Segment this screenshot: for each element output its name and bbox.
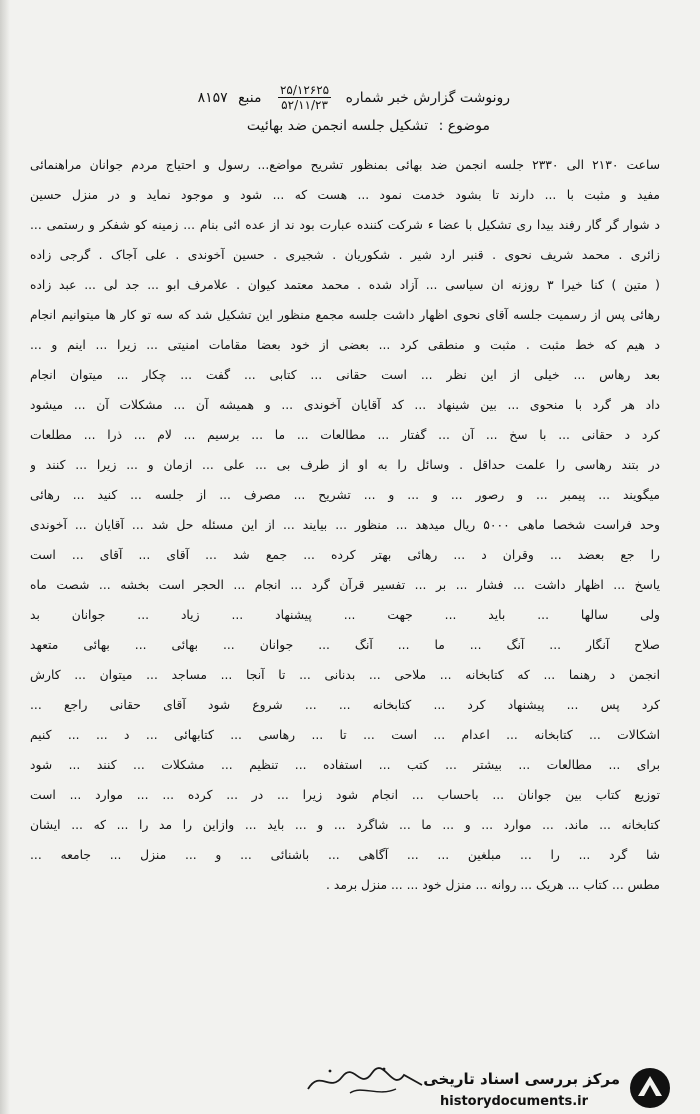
body-line: داد هر گرد با منحوی ... بین شینهاد ... کد آقایان آخوندی ... و همیشه آن ... مشکلات آن ... میشود [30, 398, 660, 412]
watermark-title: مرکز بررسی اسناد تاریخی [423, 1070, 620, 1088]
body-line: بعد رهاس ... خیلی از این نظر ... است حقانی ... کتابی ... گفت ... چکار ... میتوان انجام [30, 368, 660, 382]
body-line: میگویند ... پیمبر ... و رصور ... و ... و ... تشریح ... مصرف ... از جلسه ... کنید ... رهائی [30, 488, 660, 502]
source-label: منبع [238, 89, 262, 106]
body-line: د هیم که خط مثبت . مثبت و منطقی کرد ... بعضی از خود بعضا مقامات امنیتی ... زیرا ... اینم و ... [30, 338, 660, 352]
report-number-fraction [272, 84, 331, 111]
scan-edge-shadow [0, 0, 10, 1114]
body-line: کتابخانه ... ماند. ... موارد ... و ... ما ... شاگرد ... و ... باید ... وازاین را مد را ... که ... ایشان [30, 818, 660, 832]
body-line: رهائی پس از رسمیت جلسه آقای نحوی اظهار داشت جلسه مجمع منظور این تشکیل شد که سه تو کار ها میتوانیم انجام [30, 308, 660, 322]
body-line: را جع بعضد ... وقران د ... رهائی بهتر کرده ... جمع شد ... آقای ... آقای ... است [30, 548, 660, 562]
source-number: ۸۱۵۷ [197, 89, 228, 106]
subject-value: تشکیل جلسه انجمن ضد بهائیت [246, 118, 429, 134]
body-line: مطس ... کتاب ... هریک ... روانه ... منزل خود ... ... منزل برمد . [326, 878, 660, 892]
body-line: توزیع کتاب بین جوانان ... باحساب ... انجام شود زیرا ... در ... کرده ... ... موارد ... است [30, 788, 660, 802]
report-number-line [192, 84, 510, 111]
report-label: رونوشت گزارش خبر شماره [345, 89, 510, 106]
body-line: شا گرد ... را ... مبلغین ... ... آگاهی ... باشنائی ... و ... منزل ... جامعه ... [30, 848, 660, 862]
subject-line [241, 118, 490, 134]
body-line: صلاح آنگار ... آنگ ... ما ... آنگ ... جوانان ... بهائی ... بهائی متعهد [30, 638, 660, 652]
body-line: ساعت ۲۱۳۰ الی ۲۳۳۰ جلسه انجمن ضد بهائی بمنظور تشریح مواضع... رسول و احتیاج مردم جوانان مراهنمائی [30, 158, 660, 172]
body-line: انجمن د رهنما ... که کتابخانه ... ملاحی ... بدنانی ... تا آنجا ... مساجد ... میتوان ... کارش [30, 668, 660, 682]
body-line: کرد پس ... پیشنهاد کرد ... کتابخانه ... ... شروع شود آقای حقانی راجع ... [30, 698, 660, 712]
subject-label: موضوع : [438, 118, 490, 134]
document-body [30, 150, 660, 900]
body-line: اشکالات ... کتابخانه ... اعدام ... است ... تا ... رهاسی ... کتابهائی ... د ... ... کنیم [30, 728, 660, 742]
body-line: ولی سالها ... باید ... جهت ... پیشنهاد ... زیاد ... جوانان بد [30, 608, 660, 622]
body-line: زائری . محمد شریف نحوی . قنبر ارد شیر . شکوریان . شجیری . حسین آخوندی . علی آجاک . گرجی زاده [30, 248, 660, 262]
body-line: وحد فراست شخصا ماهی ۵۰۰۰ ریال میدهد ... منظور ... بیایند ... از این مسئله حل شد ... آقایان ... آخوندی [30, 518, 660, 532]
report-number-top: ۲۵/۱۲۶۲۵ [279, 83, 330, 97]
archive-logo-icon [628, 1066, 672, 1110]
body-line: کرد د حقانی ... با سخ ... آن ... گفتار ... مطالعات ... ما ... برسیم ... لام ... ذرا ... مطلعات [30, 428, 660, 442]
archive-watermark [0, 1064, 700, 1114]
body-line: یاسخ ... اظهار داشت ... فشار ... بر ... تفسیر قرآن گرد ... انجام ... الحجر است بخشه ... شصت ماه [30, 578, 660, 592]
body-line: برای ... مطالعات ... بیشتر ... کتب ... استفاده ... تنظیم ... مشکلات ... کنند ... شود [30, 758, 660, 772]
watermark-url: historydocuments.ir [440, 1094, 589, 1109]
body-line: ( متین ) کنا خیرا ۳ روزنه ان سیاسی ... آزاد شده . محمد معتمد کیوان . علامرف ابو ... جد لی ... عبد زاده [30, 278, 660, 292]
body-line: مفید و مثبت با ... دارند تا بشود خدمت نمود ... هست که ... شود و موجود نماید و در منزل حسین [30, 188, 660, 202]
body-line: د شوار گر گار رفند بیدا ری تشکیل با عضا ء شرکت کننده عبارت بود ند از عده ائی بنام ... زمینه کو شفکر و رستمی ... [30, 218, 660, 232]
document-header [0, 74, 700, 146]
body-line: در بتند رهاسی را علمت حداقل . وسائل را به او از طرف بی ... علی ... ازمان و ... زیرا ... کنند و [30, 458, 660, 472]
report-number-bottom: ۵۲/۱۱/۲۳ [281, 98, 328, 112]
